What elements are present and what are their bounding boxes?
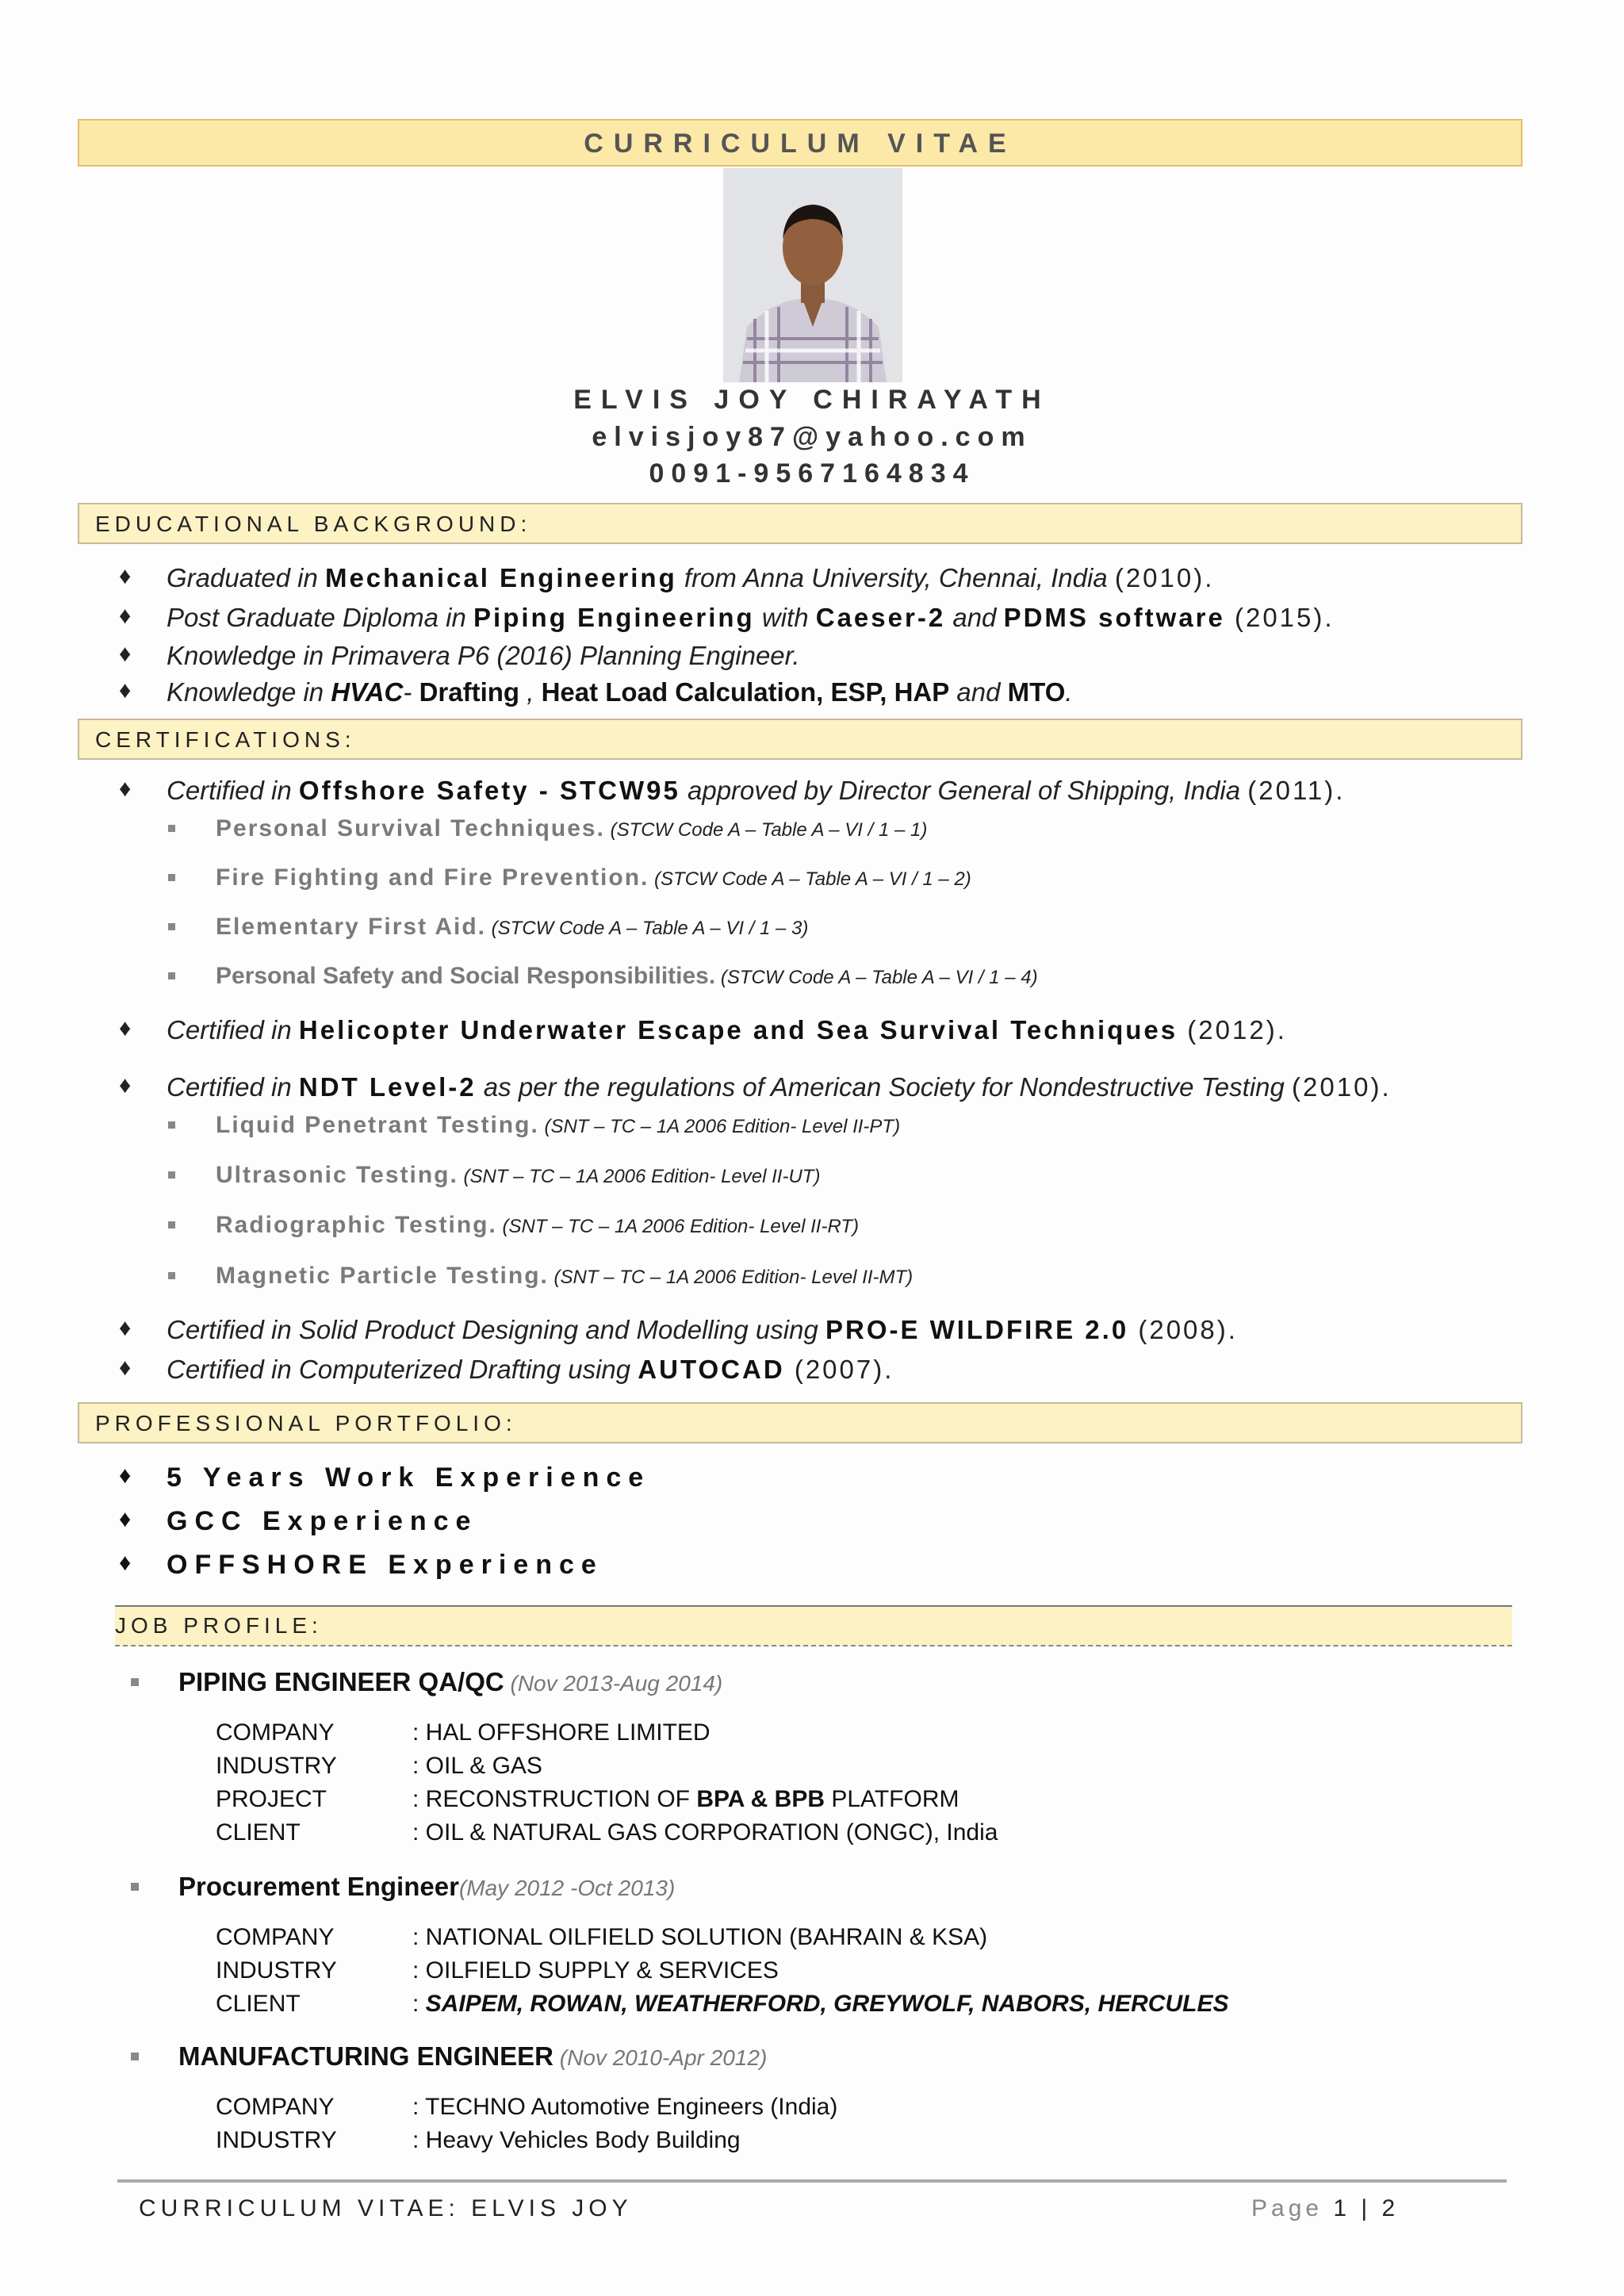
diamond-bullet-icon: ♦	[119, 1506, 132, 1532]
diamond-bullet-icon: ♦	[119, 1072, 132, 1098]
square-bullet-icon	[168, 1121, 175, 1129]
profile-photo	[723, 168, 902, 382]
candidate-email[interactable]: elvisjoy87@yahoo.com	[592, 422, 1032, 452]
diamond-bullet-icon: ♦	[119, 1355, 132, 1381]
square-bullet-icon	[168, 1221, 175, 1228]
page-number: Page 1 | 2	[1251, 2195, 1400, 2221]
portfolio-heading: PROFESSIONAL PORTFOLIO:	[78, 1402, 1522, 1443]
square-bullet-icon	[168, 825, 175, 832]
footer-divider	[117, 2179, 1507, 2183]
resume-page: CURRICULUM VITAE ELVIS JOY CHIRAYATH elvisjoy87@yahoo.com 0091-9567164834 EDUCATIONAL BACKGROUND: ♦ Graduated in Mechanical Engineering from Anna University, Chennai, India (2010). ♦ Post Graduate Diploma in Piping Engineering with Caeser-2 and PDMS software (2015). ♦ Knowledge in Primavera P6 (2016) Planning Engineer. ♦ Knowledge in HVAC- Drafting , Heat Load Calculation, ESP, HAP and MTO. CERTIFICATIONS: ♦ Certified in Offshore Safety - STCW95 approved by Director General of Shipping, India (2011). Personal Survival Techniques. (STCW Code A – Table A – VI / 1 – 1) Fire Fighting and Fire Prevention. (STCW Code A – Table A – VI / 1 – 2) Elementary First Aid. (STCW Code A – Table A – VI / 1 – 3) Personal Safety and Social Responsibilities. (STCW Code A – Table A – VI / 1 – 4) ♦ Certified in Helicopter Underwater Escape and Sea Survival Techniques (2012). ♦ Certified in NDT Level-2 as per the regulations of American Society for Nondestructive Testing (2010). Liquid Penetrant Testing. (SNT – TC – 1A 2006 Edition- Level II-PT) Ultrasonic Testing. (SNT – TC – 1A 2006 Edition- Level II-UT) Radiographic Testing. (SNT – TC – 1A 2006 Edition- Level II-RT) Magnetic Particle Testing. (SNT – TC – 1A 2006 Edition- Level II-MT) ♦ Certified in Solid Product Designing and Modelling using PRO-E WILDFIRE 2.0 (2008). ♦ Certified in Computerized Drafting using AUTOCAD (2007). PROFESSIONAL PORTFOLIO: ♦ 5 Years Work Experience ♦ GCC Experience ♦ OFFSHORE Experience JOB PROFILE: PIPING ENGINEER QA/QC (Nov 2013-Aug 2014) COMPANY : HAL OFFSHORE LIMITED INDUSTRY : OIL & GAS PROJECT : RECONSTRUCTION OF BPA & BPB PLATFORM CLIENT : OIL & NATURAL GAS CORPORATION (ONGC), India Procurement Engineer(May 2012 -Oct 2013) COMPANY : NATIONAL OILFIELD SOLUTION (BAHRAIN & KSA) INDUSTRY : OILFIELD SUPPLY & SERVICES CLIENT : SAIPEM, ROWAN, WEATHERFORD, GREYWOLF, NABORS, HERCULES MANUFACTURING ENGINEER (Nov 2010-Apr 2012) COMPANY : TECHNO Automotive Engineers (India) INDUSTRY : Heavy Vehicles Body Building CURRICULUM VITAE: ELVIS JOY Page 1 | 2	[0, 0, 1624, 2296]
footer-title: CURRICULUM VITAE: ELVIS JOY	[139, 2195, 633, 2221]
certifications-heading: CERTIFICATIONS:	[78, 719, 1522, 760]
job-profile-heading: JOB PROFILE:	[115, 1605, 1512, 1646]
square-bullet-icon	[168, 972, 175, 979]
candidate-name: ELVIS JOY CHIRAYATH	[573, 385, 1051, 415]
diamond-bullet-icon: ♦	[119, 677, 132, 703]
education-heading: EDUCATIONAL BACKGROUND:	[78, 503, 1522, 544]
square-bullet-icon	[131, 1678, 139, 1686]
diamond-bullet-icon: ♦	[119, 1462, 132, 1489]
square-bullet-icon	[131, 1883, 139, 1891]
diamond-bullet-icon: ♦	[119, 603, 132, 629]
square-bullet-icon	[168, 1272, 175, 1279]
diamond-bullet-icon: ♦	[119, 1550, 132, 1576]
diamond-bullet-icon: ♦	[119, 776, 132, 802]
square-bullet-icon	[168, 923, 175, 930]
square-bullet-icon	[168, 874, 175, 881]
diamond-bullet-icon: ♦	[119, 1315, 132, 1341]
diamond-bullet-icon: ♦	[119, 563, 132, 589]
square-bullet-icon	[131, 2053, 139, 2060]
candidate-phone: 0091-9567164834	[649, 458, 975, 489]
diamond-bullet-icon: ♦	[119, 1015, 132, 1041]
square-bullet-icon	[168, 1171, 175, 1179]
diamond-bullet-icon: ♦	[119, 641, 132, 667]
cv-title: CURRICULUM VITAE	[78, 119, 1522, 167]
portrait-illustration	[723, 168, 902, 382]
